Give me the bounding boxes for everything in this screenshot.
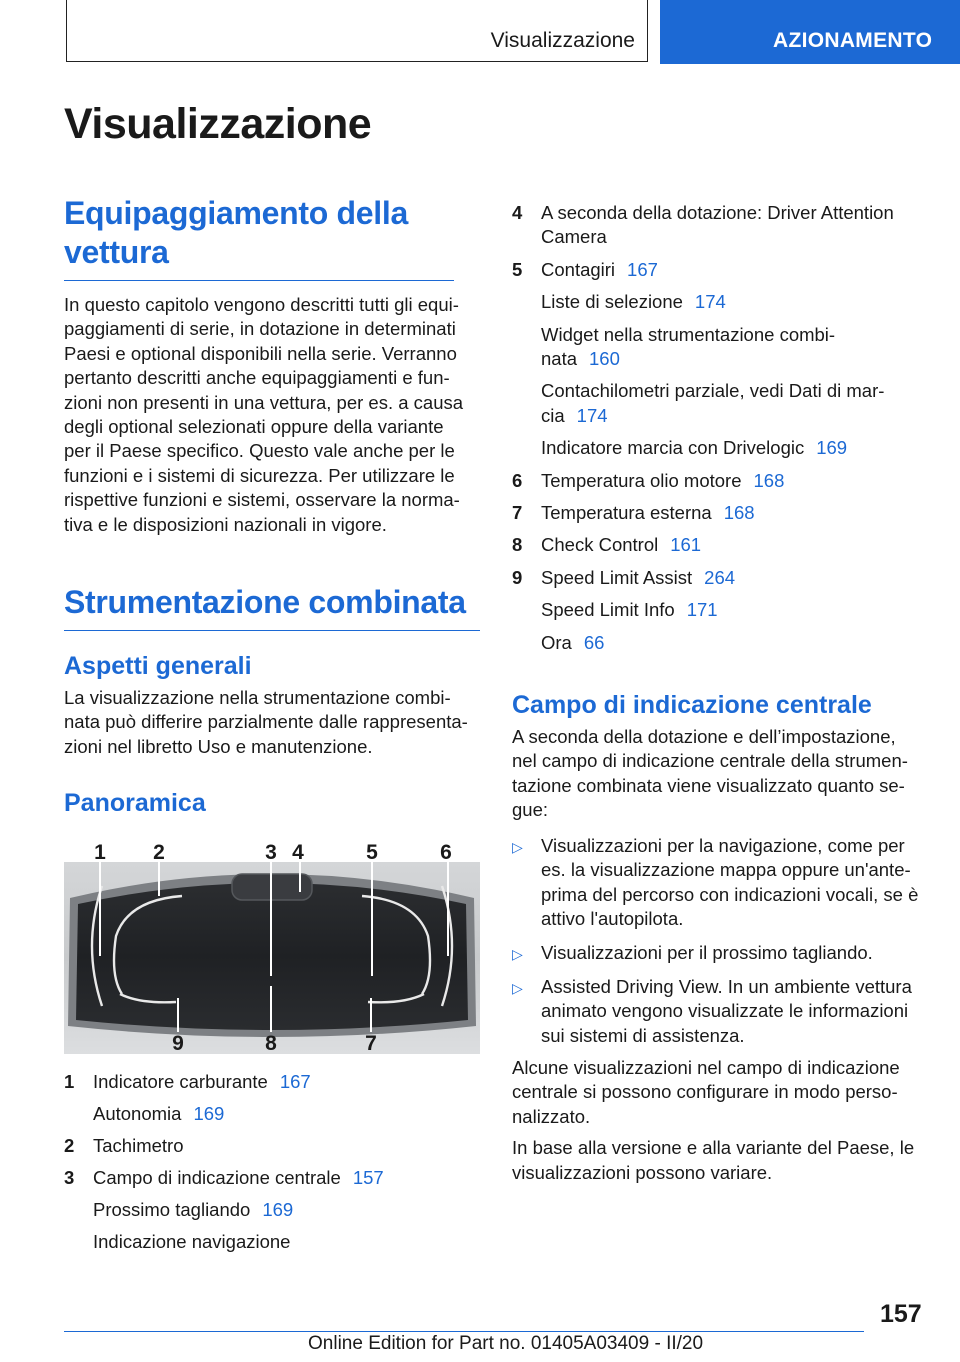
legend-label: nata <box>541 348 578 370</box>
legend-item <box>512 290 928 314</box>
legend-number: 3 <box>64 1167 75 1188</box>
general-text <box>64 686 480 759</box>
legend-text <box>93 1226 480 1258</box>
legend-text <box>541 566 928 590</box>
page-reference-link[interactable]: 168 <box>753 469 785 491</box>
page-reference-link[interactable]: 66 <box>583 631 605 653</box>
legend-item <box>512 323 928 372</box>
legend-item <box>512 598 928 622</box>
legend-number: 7 <box>512 502 523 524</box>
page-reference-link[interactable]: 167 <box>279 1071 311 1092</box>
legend-item <box>512 436 928 460</box>
page-reference-link[interactable]: 264 <box>704 566 736 588</box>
text-line: La visualizzazione nella strumentazione combi- <box>64 687 451 708</box>
legend-text <box>541 290 928 314</box>
bullet-item <box>512 941 928 966</box>
triangle-bullet-icon: ▷ <box>512 945 523 962</box>
legend-number <box>512 379 541 428</box>
panoramica-section <box>64 788 480 818</box>
page-reference-link[interactable]: 169 <box>193 1103 225 1124</box>
header-chapter-title: AZIONAMENTO <box>773 29 933 52</box>
text-line: tazione combinata viene visualizzato quanto se- <box>512 774 905 796</box>
right-legend-list <box>512 201 928 663</box>
text-line: degli optional selezionati oppure della variante <box>64 416 444 438</box>
config-text <box>512 1056 928 1129</box>
legend-text <box>541 201 928 250</box>
legend-label: Camera <box>541 226 607 248</box>
text-line: Paesi e optional disponibili nella serie. Verranno <box>64 342 457 364</box>
legend-number: 9 <box>512 566 523 588</box>
legend-number: 4 <box>512 202 523 223</box>
legend-number <box>512 436 541 460</box>
header-section-title: Visualizzazione <box>490 29 635 52</box>
legend-number <box>64 1098 93 1130</box>
legend-label: Contagiri <box>541 258 616 280</box>
text-line: prima del percorso con indicazioni vocali, se è <box>541 883 919 905</box>
callout-8: 8 <box>265 1032 277 1054</box>
legend-text <box>93 1162 480 1194</box>
callout-5: 5 <box>366 841 378 864</box>
legend-item <box>64 1226 480 1258</box>
callout-2: 2 <box>153 841 165 864</box>
legend-item <box>512 501 928 525</box>
legend-label: Tachimetro <box>93 1135 184 1156</box>
legend-label: Check Control <box>541 534 659 556</box>
legend-item <box>512 533 928 557</box>
footer-rule <box>64 1331 864 1332</box>
legend-number <box>512 290 541 314</box>
legend-label: Speed Limit Info <box>541 599 675 621</box>
text-line: sui sistemi di assistenza. <box>541 1024 745 1046</box>
legend-label: Indicazione navigazione <box>93 1231 291 1252</box>
callout-9: 9 <box>172 1032 184 1054</box>
text-line: Assisted Driving View. In un ambiente vettura <box>541 976 912 998</box>
legend-label: Prossimo tagliando <box>93 1199 251 1220</box>
legend-label: Indicatore marcia con Drivelogic <box>541 437 805 459</box>
legend-label: Temperatura esterna <box>541 502 712 524</box>
text-line: Alcune visualizzazioni nel campo di indicazione <box>512 1057 900 1078</box>
left-legend-list <box>64 1066 480 1258</box>
page-reference-link[interactable]: 169 <box>262 1199 294 1220</box>
text-line: nel campo di indicazione centrale della strumen- <box>512 750 908 772</box>
text-line: In base alla versione e alla variante del Paese, le <box>512 1137 915 1159</box>
legend-number: 8 <box>512 534 523 556</box>
bullet-section <box>512 834 928 1057</box>
aspetti-generali-section <box>64 651 480 759</box>
text-line: zioni nel libretto Uso e manutenzione. <box>64 735 373 757</box>
text-line: visualizzazioni possono variare. <box>512 1161 773 1183</box>
heading-panoramica: Panoramica <box>64 789 206 817</box>
central-text <box>512 725 928 823</box>
strumentazione-section <box>64 583 480 631</box>
page-reference-link[interactable]: 174 <box>576 404 608 426</box>
legend-item <box>64 1130 480 1162</box>
legend-text <box>93 1098 480 1130</box>
legend-label: Speed Limit Assist <box>541 566 693 588</box>
legend-text <box>541 501 928 525</box>
page-reference-link[interactable]: 169 <box>816 437 848 459</box>
page-reference-link[interactable]: 174 <box>694 291 726 313</box>
legend-item <box>512 379 928 428</box>
intro-paragraph <box>64 293 480 537</box>
legend-item <box>64 1194 480 1226</box>
legend-label: A seconda della dotazione: Driver Attention <box>541 202 894 223</box>
text-line: Visualizzazioni per il prossimo tagliando. <box>541 941 873 963</box>
text-line: rispettive funzioni e sistemi, osservare la norma- <box>64 489 460 511</box>
legend-number: 1 <box>64 1071 75 1092</box>
legend-label: Indicatore carburante <box>93 1071 268 1092</box>
page-reference-link[interactable]: 167 <box>627 258 658 280</box>
text-line: gue: <box>512 799 549 821</box>
callout-1: 1 <box>94 841 106 864</box>
legend-item <box>512 258 928 282</box>
legend-item <box>512 566 928 590</box>
heading-campo-indicazione: Campo di indicazione centrale <box>512 691 872 719</box>
text-line: centrale si possono configurare in modo perso- <box>512 1081 898 1103</box>
heading-aspetti-generali: Aspetti generali <box>64 652 252 680</box>
callout-3: 3 <box>265 841 277 864</box>
instrument-cluster-image <box>64 836 480 1054</box>
header-chapter-tab <box>660 0 960 64</box>
instrument-cluster-figure <box>64 836 480 1054</box>
legend-number <box>64 1194 93 1226</box>
bullet-item <box>512 834 928 932</box>
legend-text <box>541 323 928 372</box>
page-number: 157 <box>880 1300 922 1328</box>
text-line: nata può differire parzialmente dalle rappresenta- <box>64 711 468 733</box>
campo-section <box>512 690 928 823</box>
bullet-text <box>541 975 912 1048</box>
legend-number: 5 <box>512 258 523 280</box>
legend-number: 6 <box>512 469 523 491</box>
page-reference-link[interactable]: 171 <box>686 599 718 621</box>
legend-text <box>93 1130 480 1162</box>
callout-7: 7 <box>365 1032 377 1054</box>
text-line: funzioni e i sistemi di sicurezza. Per utilizzare le <box>64 464 455 486</box>
legend-number: 2 <box>64 1135 75 1156</box>
legend-number <box>512 598 541 622</box>
legend-label: Autonomia <box>93 1103 182 1124</box>
legend-item <box>512 469 928 493</box>
intro-text <box>64 293 480 537</box>
legend-text <box>541 258 928 282</box>
legend-text <box>541 598 928 622</box>
page-reference-link[interactable]: 157 <box>352 1167 384 1188</box>
text-line: pertanto descritti anche equipaggiamenti e fun- <box>64 367 450 389</box>
triangle-bullet-icon: ▷ <box>512 839 523 855</box>
triangle-bullet-icon: ▷ <box>512 980 523 997</box>
legend-text <box>93 1066 480 1098</box>
text-line: Visualizzazioni per la navigazione, come per <box>541 835 905 856</box>
legend-text <box>541 436 928 460</box>
heading-equipaggiamento: Equipaggiamento della vettura <box>64 194 454 281</box>
config-section <box>512 1056 928 1185</box>
page-reference-link[interactable]: 160 <box>589 348 620 370</box>
legend-label: Widget nella strumentazione combi- <box>541 323 836 345</box>
legend-label: cia <box>541 404 565 426</box>
bullet-item <box>512 975 928 1048</box>
footer-edition: Online Edition for Part no. 01405A03409 - II/20 <box>308 1333 704 1354</box>
text-line: tiva e le disposizioni nazionali in vigore. <box>64 513 387 535</box>
page-title: Visualizzazione <box>64 100 372 148</box>
legend-label: Temperatura olio motore <box>541 469 742 491</box>
text-line: es. la visualizzazione mappa oppure un'ante- <box>541 859 911 881</box>
legend-number <box>64 1226 93 1258</box>
legend-text <box>93 1194 480 1226</box>
left-column <box>64 194 480 281</box>
bullet-text <box>541 834 918 932</box>
legend-number <box>512 631 541 655</box>
legend-text <box>541 379 928 428</box>
bullet-text <box>541 941 873 966</box>
legend-item <box>512 631 928 655</box>
callout-4: 4 <box>292 841 304 864</box>
legend-label: Campo di indicazione centrale <box>93 1167 341 1188</box>
page-reference-link[interactable]: 161 <box>670 534 702 556</box>
text-line: attivo l'autopilota. <box>541 908 684 930</box>
text-line: animato vengono visualizzate le informazioni <box>541 1000 909 1022</box>
text-line: paggiamenti di serie, in dotazione in determinati <box>64 318 456 340</box>
text-line: per il Paese specifico. Questo vale anche per le <box>64 440 455 462</box>
legend-item <box>64 1098 480 1130</box>
text-line: nalizzato. <box>512 1105 591 1127</box>
callout-6: 6 <box>440 841 452 864</box>
legend-label: Liste di selezione <box>541 291 683 313</box>
page-reference-link[interactable]: 168 <box>723 502 755 524</box>
heading-strumentazione: Strumentazione combinata <box>64 583 480 631</box>
legend-text <box>541 631 928 655</box>
legend-label: Ora <box>541 631 572 653</box>
header-section-box <box>66 0 648 62</box>
legend-item <box>64 1162 480 1194</box>
text-line: A seconda della dotazione e dell’impostazione, <box>512 726 896 747</box>
text-line: zioni non presenti in una vettura, per es. a causa <box>64 391 464 413</box>
legend-label: Contachilometri parziale, vedi Dati di mar- <box>541 380 885 402</box>
legend-item <box>64 1066 480 1098</box>
legend-item <box>512 201 928 250</box>
variant-text <box>512 1136 928 1185</box>
legend-number <box>512 323 541 372</box>
legend-text <box>541 533 928 557</box>
text-line: In questo capitolo vengono descritti tutti gli equi- <box>64 294 459 315</box>
legend-text <box>541 469 928 493</box>
